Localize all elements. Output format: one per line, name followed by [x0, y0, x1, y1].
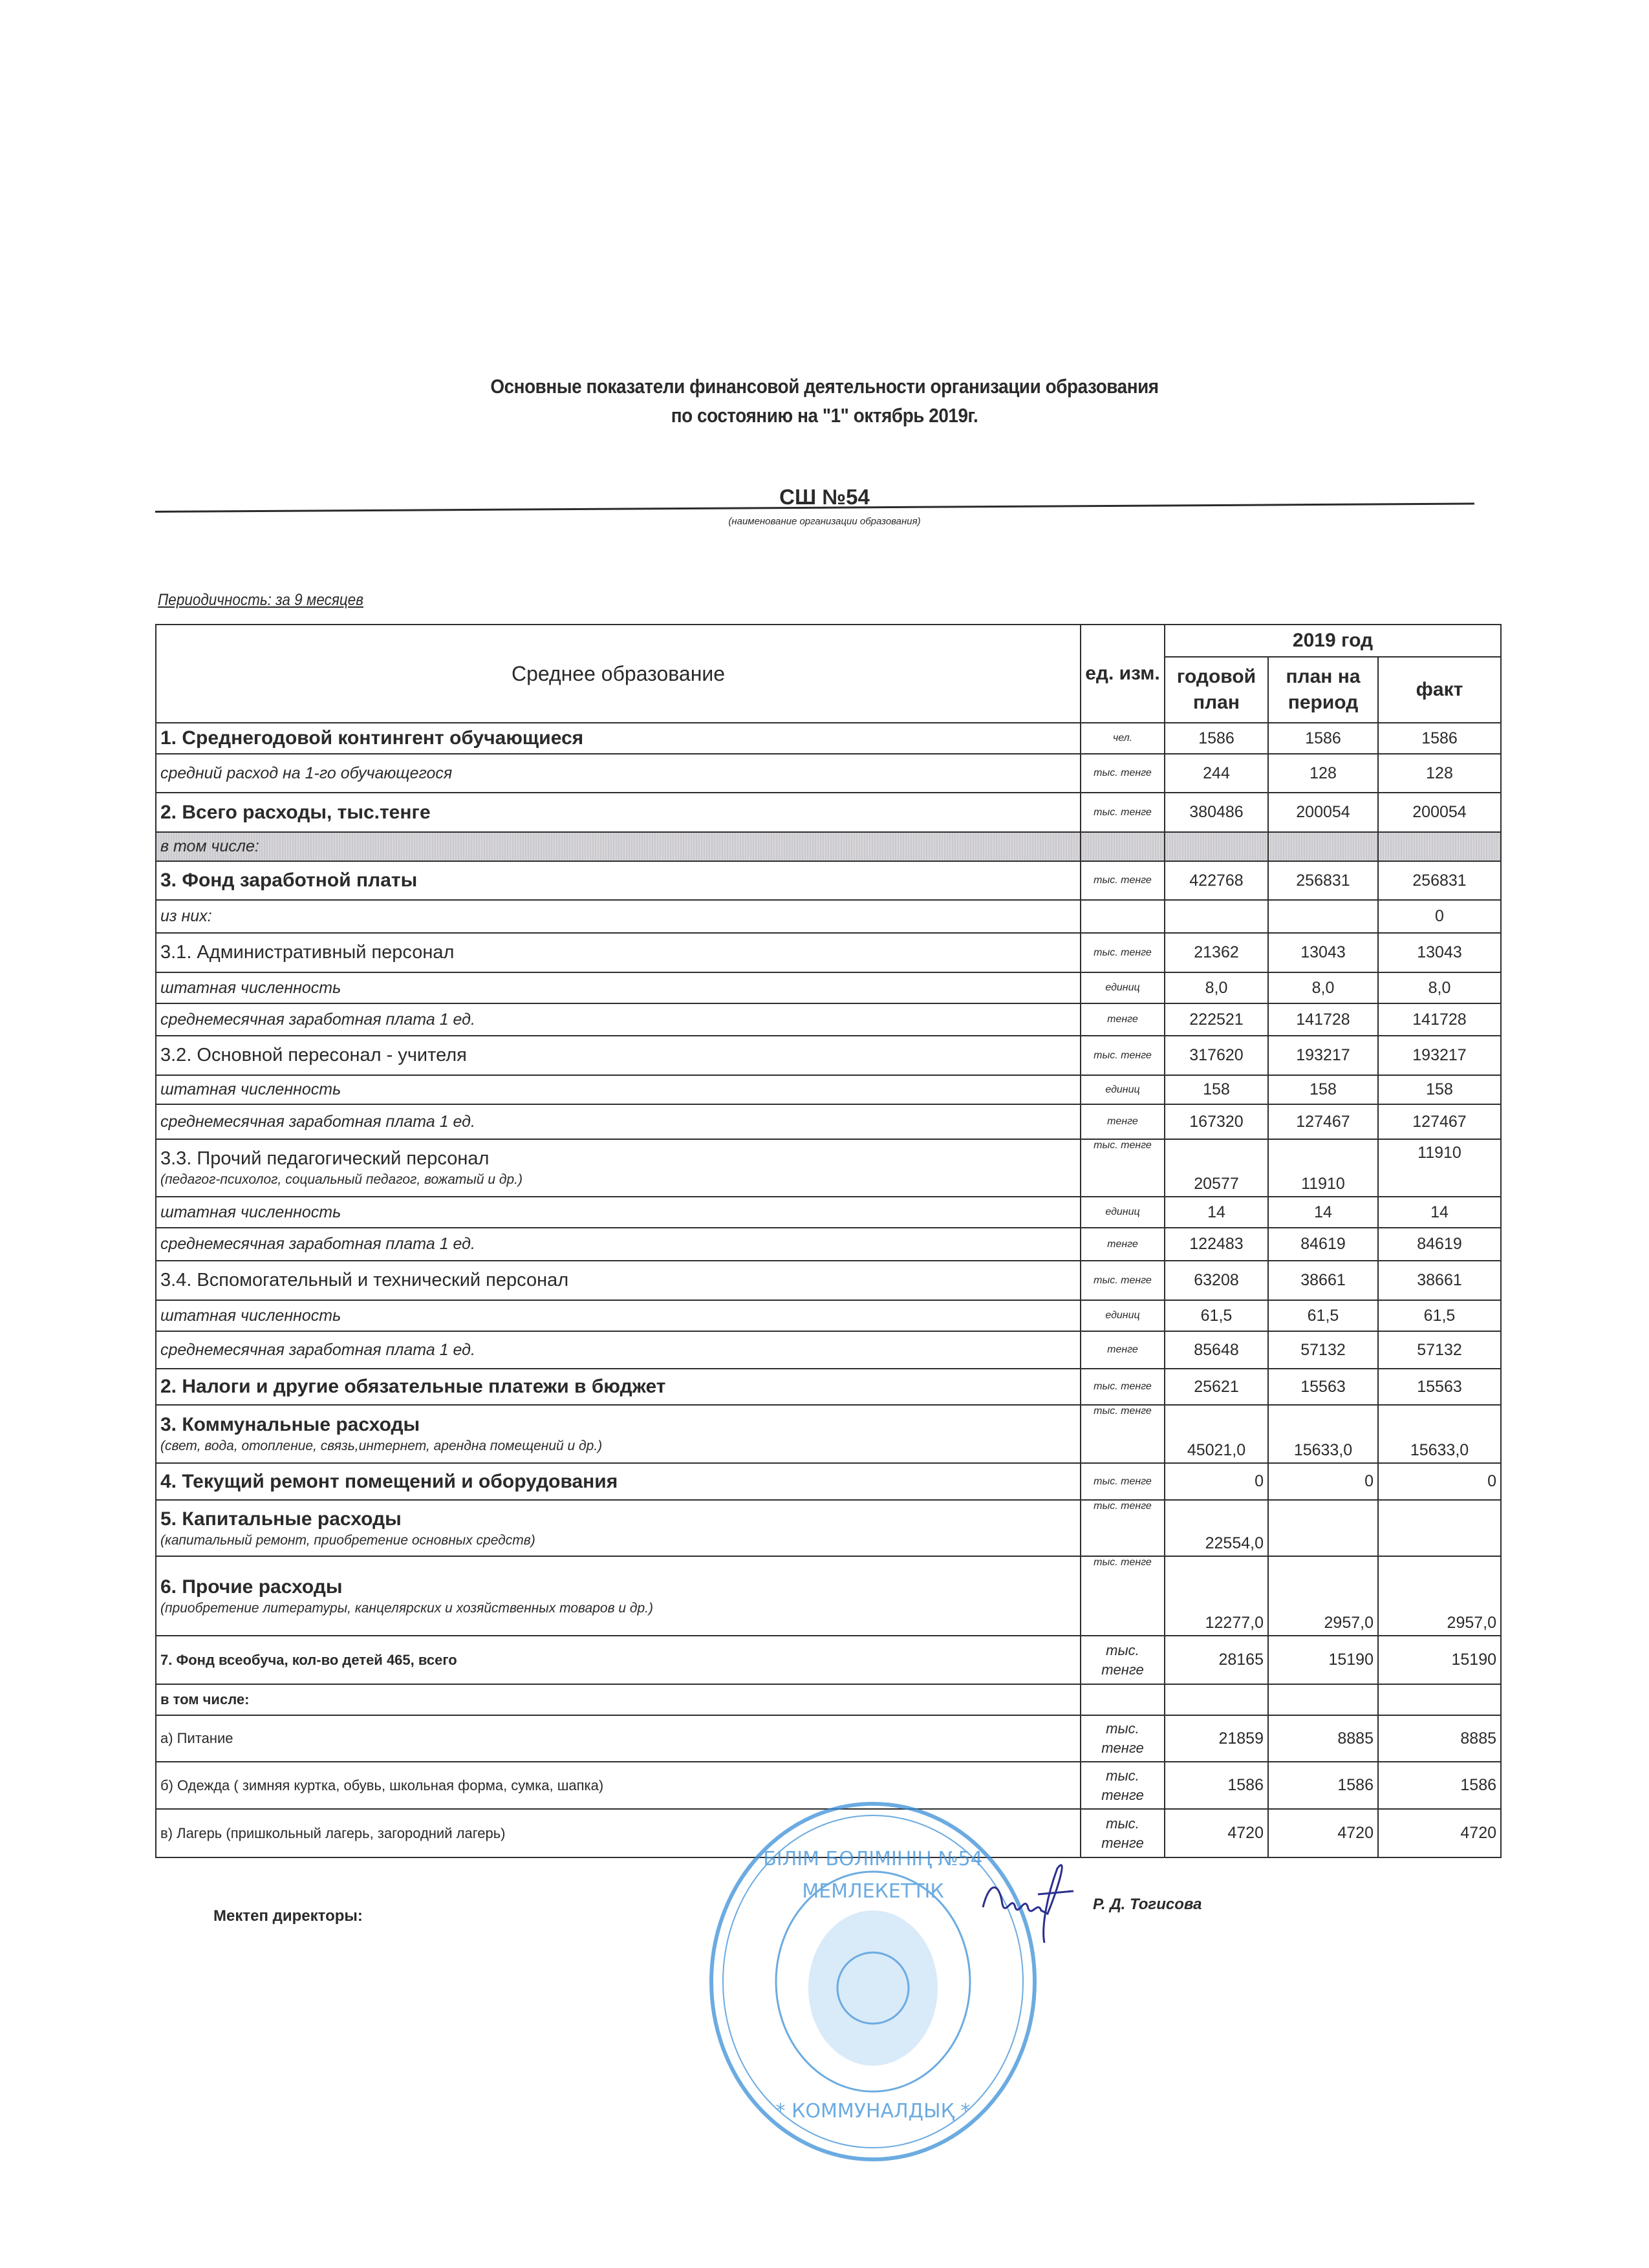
- row-label: [156, 754, 1081, 793]
- value-annual: 22554,0: [1165, 1500, 1268, 1556]
- header-year: 2019 год: [1165, 625, 1501, 657]
- row-label-text: среднемесячная заработная плата 1 ед.: [160, 1010, 475, 1029]
- row-note: (педагог-психолог, социальный педагог, вожатый и др.): [160, 1172, 523, 1187]
- table-row: [156, 1331, 1501, 1369]
- row-label: [156, 1003, 1081, 1036]
- value-period: 15633,0: [1268, 1405, 1378, 1463]
- value-annual: 21362: [1165, 933, 1268, 972]
- value-fact: [1378, 1500, 1501, 1556]
- table-row: [156, 1463, 1501, 1500]
- value-fact: 127467: [1378, 1104, 1501, 1139]
- table-row: [156, 1300, 1501, 1331]
- value-fact: 256831: [1378, 861, 1501, 900]
- row-label: [156, 1139, 1081, 1197]
- value-period: 11910: [1268, 1139, 1378, 1197]
- value-annual: [1165, 1684, 1268, 1715]
- value-period: [1268, 832, 1378, 861]
- value-fact: [1378, 832, 1501, 861]
- row-label-text: а) Питание: [160, 1730, 233, 1746]
- row-label: [156, 1228, 1081, 1261]
- table-row: [156, 1104, 1501, 1139]
- table-row: [156, 1003, 1501, 1036]
- table-row: [156, 900, 1501, 933]
- row-label-text: 2. Налоги и другие обязательные платежи в бюджет: [160, 1376, 666, 1397]
- organization-name: СШ №54: [779, 485, 870, 509]
- table-row: [156, 1228, 1501, 1261]
- row-label: [156, 972, 1081, 1003]
- row-label: [156, 900, 1081, 933]
- header-period-plan: план на период: [1268, 657, 1378, 723]
- value-annual: [1165, 832, 1268, 861]
- row-unit: единиц: [1081, 1300, 1165, 1331]
- value-annual: 317620: [1165, 1036, 1268, 1075]
- value-fact: 0: [1378, 1463, 1501, 1500]
- table-row: [156, 1500, 1501, 1556]
- value-annual: 244: [1165, 754, 1268, 793]
- row-label: [156, 1104, 1081, 1139]
- value-period: 8885: [1268, 1715, 1378, 1762]
- table-row: [156, 933, 1501, 972]
- row-label-text: 3.2. Основной пересонал - учителя: [160, 1045, 467, 1065]
- value-fact: 193217: [1378, 1036, 1501, 1075]
- value-fact: 15190: [1378, 1636, 1501, 1684]
- table-row: [156, 1636, 1501, 1684]
- row-label: [156, 1500, 1081, 1556]
- value-period: 1586: [1268, 1762, 1378, 1809]
- row-unit: [1081, 900, 1165, 933]
- row-label: [156, 1556, 1081, 1636]
- value-annual: 25621: [1165, 1369, 1268, 1405]
- row-unit: тыс. тенге: [1081, 933, 1165, 972]
- row-label: [156, 793, 1081, 832]
- value-fact: 13043: [1378, 933, 1501, 972]
- value-period: 256831: [1268, 861, 1378, 900]
- value-fact: 15633,0: [1378, 1405, 1501, 1463]
- table-row: [156, 861, 1501, 900]
- row-label-text: из них:: [160, 907, 212, 925]
- value-fact: 8885: [1378, 1715, 1501, 1762]
- value-annual: 158: [1165, 1075, 1268, 1104]
- table-row: [156, 754, 1501, 793]
- row-label-text: 1. Среднегодовой контингент обучающиеся: [160, 727, 584, 749]
- value-annual: 45021,0: [1165, 1405, 1268, 1463]
- row-unit: тыс. тенге: [1081, 1762, 1165, 1809]
- value-fact: 4720: [1378, 1809, 1501, 1857]
- row-label-text: 7. Фонд всеобуча, кол-во детей 465, всего: [160, 1651, 457, 1668]
- value-annual: 85648: [1165, 1331, 1268, 1369]
- row-label-text: 2. Всего расходы, тыс.тенге: [160, 801, 431, 823]
- value-period: 0: [1268, 1463, 1378, 1500]
- value-period: 1586: [1268, 723, 1378, 754]
- value-period: 57132: [1268, 1331, 1378, 1369]
- director-name: Р. Д. Тогисова: [1093, 1896, 1202, 1913]
- value-period: 127467: [1268, 1104, 1378, 1139]
- row-note: (свет, вода, отопление, связь,интернет, арендна помещений и др.): [160, 1439, 603, 1453]
- value-fact: 11910: [1378, 1139, 1501, 1197]
- value-annual: 4720: [1165, 1809, 1268, 1857]
- row-label: [156, 1075, 1081, 1104]
- row-label: [156, 1405, 1081, 1463]
- value-annual: 380486: [1165, 793, 1268, 832]
- value-annual: [1165, 900, 1268, 933]
- value-period: [1268, 1500, 1378, 1556]
- row-unit: тыс. тенге: [1081, 1715, 1165, 1762]
- row-label: [156, 1684, 1081, 1715]
- row-unit: тыс. тенге: [1081, 1405, 1165, 1463]
- value-period: 15563: [1268, 1369, 1378, 1405]
- value-fact: 0: [1378, 900, 1501, 933]
- table-row: [156, 1139, 1501, 1197]
- row-unit: тыс. тенге: [1081, 1261, 1165, 1300]
- value-fact: 1586: [1378, 723, 1501, 754]
- row-unit: тыс. тенге: [1081, 861, 1165, 900]
- value-annual: 21859: [1165, 1715, 1268, 1762]
- value-period: 193217: [1268, 1036, 1378, 1075]
- row-label-text: 6. Прочие расходы: [160, 1576, 343, 1598]
- svg-text:МЕМЛЕКЕТТІК: МЕМЛЕКЕТТІК: [802, 1880, 944, 1903]
- row-label-text: в том числе:: [160, 837, 259, 855]
- row-unit: единиц: [1081, 1197, 1165, 1228]
- row-label: [156, 933, 1081, 972]
- value-fact: 57132: [1378, 1331, 1501, 1369]
- svg-text:* КОММУНАЛДЫҚ *: * КОММУНАЛДЫҚ *: [775, 2100, 971, 2123]
- row-label-text: в том числе:: [160, 1691, 250, 1707]
- row-label-text: 3.1. Административный персонал: [160, 942, 455, 963]
- value-fact: 38661: [1378, 1261, 1501, 1300]
- row-label: [156, 1197, 1081, 1228]
- value-annual: 28165: [1165, 1636, 1268, 1684]
- row-unit: тенге: [1081, 1228, 1165, 1261]
- row-label: [156, 832, 1081, 861]
- value-annual: 422768: [1165, 861, 1268, 900]
- row-label-text: среднемесячная заработная плата 1 ед.: [160, 1340, 475, 1359]
- document-date: по состоянию на "1" октябрь 2019г.: [671, 404, 978, 427]
- value-period: 4720: [1268, 1809, 1378, 1857]
- row-label-text: 4. Текущий ремонт помещений и оборудования: [160, 1470, 618, 1492]
- value-fact: 200054: [1378, 793, 1501, 832]
- table-row: [156, 1684, 1501, 1715]
- row-label: [156, 1331, 1081, 1369]
- value-period: 158: [1268, 1075, 1378, 1104]
- value-annual: 122483: [1165, 1228, 1268, 1261]
- value-period: 200054: [1268, 793, 1378, 832]
- value-fact: 8,0: [1378, 972, 1501, 1003]
- row-label: [156, 1261, 1081, 1300]
- value-annual: 1586: [1165, 723, 1268, 754]
- director-label: Мектеп директоры:: [213, 1907, 363, 1925]
- table-row: [156, 1369, 1501, 1405]
- header-unit: ед. изм.: [1081, 625, 1165, 723]
- table-row: [156, 723, 1501, 754]
- value-annual: 0: [1165, 1463, 1268, 1500]
- signature-icon: [976, 1856, 1080, 1946]
- value-annual: 167320: [1165, 1104, 1268, 1139]
- header-education: Среднее образование: [156, 625, 1081, 723]
- header-fact: факт: [1378, 657, 1501, 723]
- row-unit: [1081, 1684, 1165, 1715]
- value-annual: 61,5: [1165, 1300, 1268, 1331]
- row-unit: тыс. тенге: [1081, 793, 1165, 832]
- value-annual: 1586: [1165, 1762, 1268, 1809]
- row-unit: тенге: [1081, 1104, 1165, 1139]
- header-annual-plan: годовой план: [1165, 657, 1268, 723]
- row-label-text: средний расход на 1-го обучающегося: [160, 764, 453, 782]
- row-unit: тыс. тенге: [1081, 1636, 1165, 1684]
- row-label: [156, 1636, 1081, 1684]
- row-label-text: 3. Коммунальные расходы: [160, 1414, 420, 1435]
- value-annual: 8,0: [1165, 972, 1268, 1003]
- row-label-text: штатная численность: [160, 978, 341, 997]
- table-row: [156, 1405, 1501, 1463]
- table-row: [156, 1715, 1501, 1762]
- document-title: Основные показатели финансовой деятельности организации образования: [490, 375, 1159, 398]
- value-fact: 158: [1378, 1075, 1501, 1104]
- row-label-text: среднемесячная заработная плата 1 ед.: [160, 1112, 475, 1131]
- row-unit: тыс. тенге: [1081, 1809, 1165, 1857]
- value-period: 128: [1268, 754, 1378, 793]
- value-annual: 222521: [1165, 1003, 1268, 1036]
- value-period: 13043: [1268, 933, 1378, 972]
- periodicity-label: Периодичность: за 9 месяцев: [158, 591, 363, 609]
- row-unit: тыс. тенге: [1081, 1500, 1165, 1556]
- official-seal-icon: [698, 1794, 1048, 2169]
- value-period: [1268, 1684, 1378, 1715]
- row-note: (капитальный ремонт, приобретение основных средств): [160, 1532, 535, 1548]
- row-unit: [1081, 832, 1165, 861]
- row-label-text: в) Лагерь (пришкольный лагерь, загородний лагерь): [160, 1824, 506, 1841]
- row-label-text: штатная численность: [160, 1203, 341, 1221]
- row-unit: единиц: [1081, 972, 1165, 1003]
- table-row: [156, 1075, 1501, 1104]
- value-period: 61,5: [1268, 1300, 1378, 1331]
- row-unit: тыс. тенге: [1081, 1139, 1165, 1197]
- financial-indicators-table: [155, 624, 1502, 1858]
- row-unit: тыс. тенге: [1081, 1369, 1165, 1405]
- row-unit: тенге: [1081, 1003, 1165, 1036]
- value-fact: 128: [1378, 754, 1501, 793]
- row-label-text: 3.4. Вспомогательный и технический персонал: [160, 1270, 569, 1290]
- value-fact: 15563: [1378, 1369, 1501, 1405]
- table-row: [156, 832, 1501, 861]
- svg-text:БІЛІМ БӨЛІМІНІҢ №54: БІЛІМ БӨЛІМІНІҢ №54: [763, 1848, 983, 1870]
- table-row: [156, 972, 1501, 1003]
- row-label-text: штатная численность: [160, 1080, 341, 1098]
- row-label-text: штатная численность: [160, 1306, 341, 1325]
- row-label-text: 5. Капитальные расходы: [160, 1508, 402, 1530]
- value-period: [1268, 900, 1378, 933]
- row-note: (приобретение литературы, канцелярских и хозяйственных товаров и др.): [160, 1600, 653, 1616]
- value-period: 15190: [1268, 1636, 1378, 1684]
- row-unit: чел.: [1081, 723, 1165, 754]
- value-annual: 12277,0: [1165, 1556, 1268, 1636]
- value-period: 8,0: [1268, 972, 1378, 1003]
- row-label: [156, 1369, 1081, 1405]
- value-period: 38661: [1268, 1261, 1378, 1300]
- table-row: [156, 793, 1501, 832]
- row-unit: тыс. тенге: [1081, 1556, 1165, 1636]
- table-row: [156, 1261, 1501, 1300]
- value-fact: 84619: [1378, 1228, 1501, 1261]
- value-period: 84619: [1268, 1228, 1378, 1261]
- row-label: [156, 1463, 1081, 1500]
- row-label: [156, 1300, 1081, 1331]
- organization-caption: (наименование организации образования): [728, 516, 921, 527]
- row-unit: тенге: [1081, 1331, 1165, 1369]
- row-unit: единиц: [1081, 1075, 1165, 1104]
- value-fact: [1378, 1684, 1501, 1715]
- row-unit: тыс. тенге: [1081, 1463, 1165, 1500]
- value-period: 141728: [1268, 1003, 1378, 1036]
- row-label-text: 3. Фонд заработной платы: [160, 870, 418, 891]
- value-annual: 63208: [1165, 1261, 1268, 1300]
- value-fact: 1586: [1378, 1762, 1501, 1809]
- row-label: [156, 861, 1081, 900]
- value-fact: 61,5: [1378, 1300, 1501, 1331]
- table-row: [156, 1556, 1501, 1636]
- row-label: [156, 723, 1081, 754]
- row-label-text: 3.3. Прочий педагогический персонал: [160, 1148, 490, 1169]
- value-fact: 141728: [1378, 1003, 1501, 1036]
- row-label: [156, 1715, 1081, 1762]
- value-period: 14: [1268, 1197, 1378, 1228]
- table-row: [156, 1197, 1501, 1228]
- value-fact: 2957,0: [1378, 1556, 1501, 1636]
- row-label: [156, 1036, 1081, 1075]
- row-label-text: б) Одежда ( зимняя куртка, обувь, школьная форма, сумка, шапка): [160, 1777, 604, 1793]
- value-annual: 14: [1165, 1197, 1268, 1228]
- row-label-text: среднемесячная заработная плата 1 ед.: [160, 1235, 475, 1253]
- table-row: [156, 1036, 1501, 1075]
- value-period: 2957,0: [1268, 1556, 1378, 1636]
- value-fact: 14: [1378, 1197, 1501, 1228]
- value-annual: 20577: [1165, 1139, 1268, 1197]
- row-unit: тыс. тенге: [1081, 1036, 1165, 1075]
- row-unit: тыс. тенге: [1081, 754, 1165, 793]
